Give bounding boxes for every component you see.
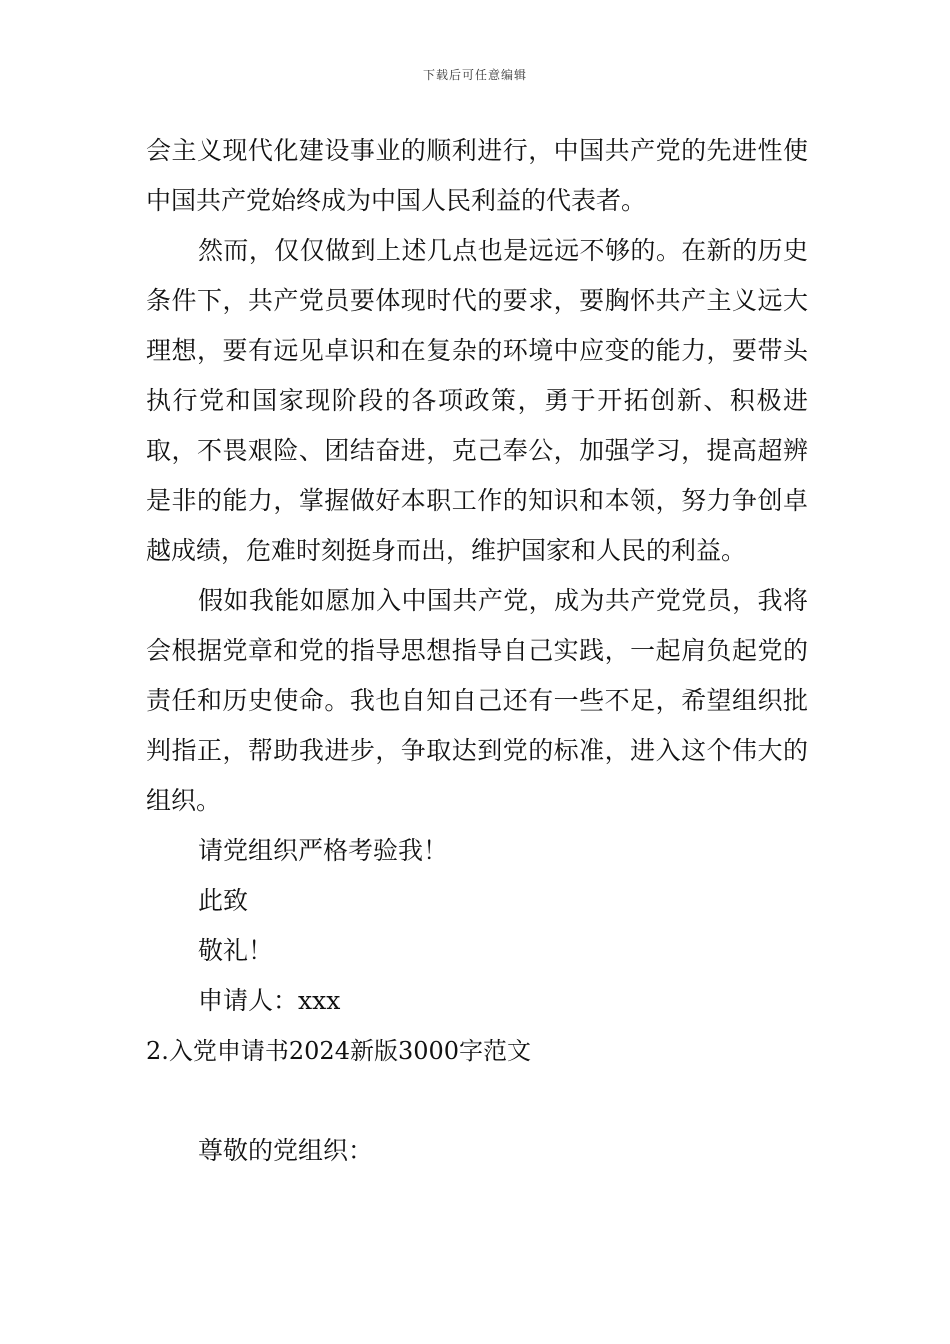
closing-cizhi: 此致 [198, 886, 249, 915]
paragraph-commitment: 假如我能如愿加入中国共产党，成为共产党党员，我将会根据党章和党的指导思想指导自己实践，一起肩负起党的责任和历史使命。我也自知自己还有一些不足，希望组织批判指正，帮助我进步，争取达到党的标准，进入这个伟大的组织。 [146, 586, 808, 815]
blank-spacer [146, 1076, 808, 1126]
section-heading: 2.入党申请书2024新版3000字范文 [146, 1037, 532, 1065]
page-header-note: 下载后可任意编辑 [422, 68, 527, 82]
closing-jingli: 敬礼！ [198, 936, 274, 965]
signature-line: 申请人：xxx [198, 986, 341, 1015]
closing-request: 请党组织严格考验我！ [198, 836, 449, 865]
document-body [146, 126, 808, 1176]
paragraph-continuation: 会主义现代化建设事业的顺利进行，中国共产党的先进性使中国共产党始终成为中国人民利益的代表者。 [146, 136, 808, 215]
salutation: 尊敬的党组织： [198, 1136, 374, 1165]
paragraph-requirements: 然而，仅仅做到上述几点也是远远不够的。在新的历史条件下，共产党员要体现时代的要求，要胸怀共产主义远大理想，要有远见卓识和在复杂的环境中应变的能力，要带头执行党和国家现阶段的各项政策，勇于开拓创新、积极进取，不畏艰险、团结奋进，克己奉公，加强学习，提高超辨是非的能力，掌握做好本职工作的知识和本领，努力争创卓越成绩，危难时刻挺身而出，维护国家和人民的利益。 [146, 236, 808, 565]
